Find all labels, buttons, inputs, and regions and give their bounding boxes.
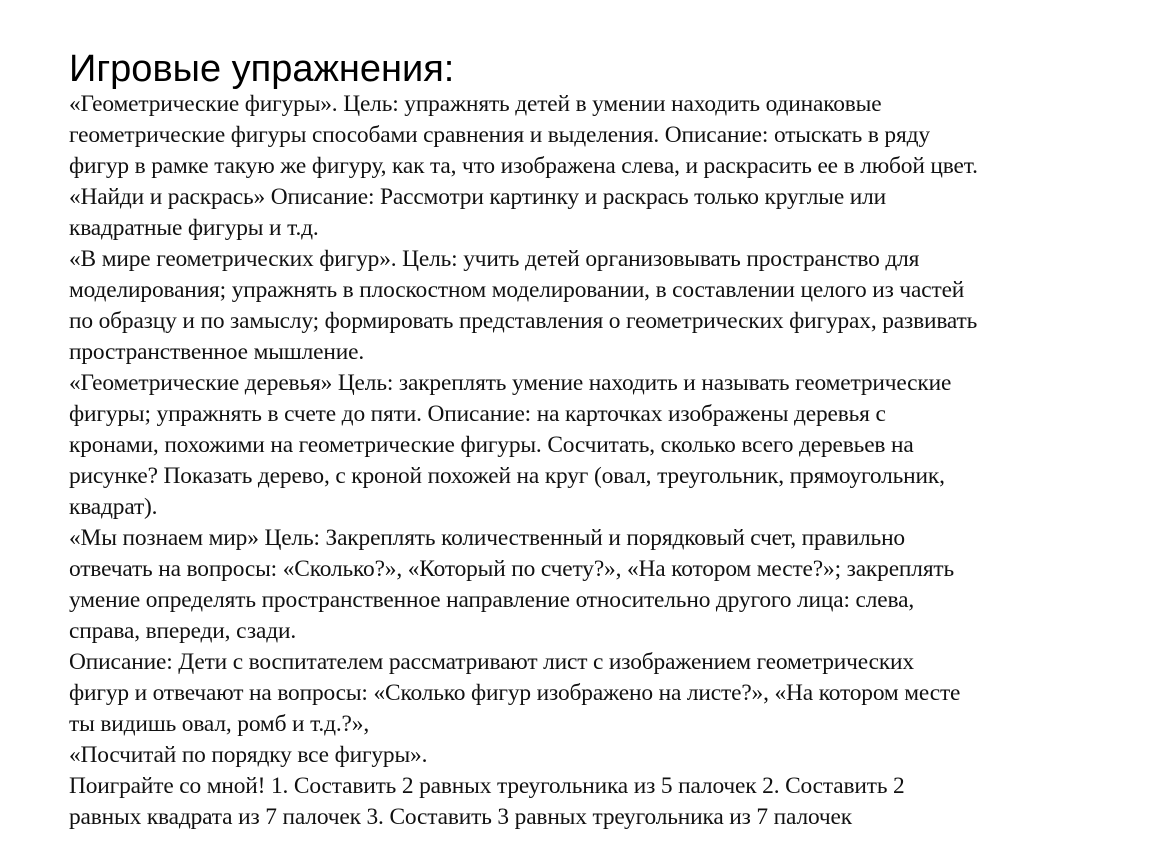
text-line: умение определять пространственное направление относительно другого лица: слева,	[69, 587, 915, 613]
text-line: по образцу и по замыслу; формировать представления о геометрических фигурах, развивать	[69, 308, 978, 334]
text-line: Описание: Дети с воспитателем рассматривают лист с изображением геометрических	[69, 649, 914, 675]
text-line: фигур в рамке такую же фигуру, как та, что изображена слева, и раскрасить ее в любой цвет.	[69, 153, 978, 179]
text-line: квадрат).	[69, 494, 158, 520]
text-line: справа, впереди, сзади.	[69, 618, 297, 644]
text-line: фигур и отвечают на вопросы: «Сколько фигур изображено на листе?», «На котором месте	[69, 680, 961, 706]
text-line: моделирования; упражнять в плоскостном моделировании, в составлении целого из частей	[69, 277, 965, 303]
text-line: ты видишь овал, ромб и т.д.?»,	[69, 711, 370, 737]
text-line: «Мы познаем мир» Цель: Закреплять количественный и порядковый счет, правильно	[69, 525, 905, 551]
text-line: квадратные фигуры и т.д.	[69, 215, 319, 241]
text-line: геометрические фигуры способами сравнения и выделения. Описание: отыскать в ряду	[69, 122, 930, 148]
slide-body	[69, 89, 1139, 833]
text-line: фигуры; упражнять в счете до пяти. Описание: на карточках изображены деревья с	[69, 401, 886, 427]
text-line: равных квадрата из 7 палочек 3. Составить 3 равных треугольника из 7 палочек	[69, 804, 852, 830]
text-line: пространственное мышление.	[69, 339, 365, 365]
text-line: Поиграйте со мной! 1. Составить 2 равных треугольника из 5 палочек 2. Составить 2	[69, 773, 905, 799]
text-line: отвечать на вопросы: «Сколько?», «Который по счету?», «На котором месте?»; закреплять	[69, 556, 955, 582]
text-line: «Найди и раскрась» Описание: Рассмотри картинку и раскрась только круглые или	[69, 184, 887, 210]
text-line: «В мире геометрических фигур». Цель: учить детей организовывать пространство для	[69, 246, 920, 272]
text-line: «Геометрические фигуры». Цель: упражнять детей в умении находить одинаковые	[69, 91, 882, 117]
text-line: рисунке? Показать дерево, с кроной похожей на круг (овал, треугольник, прямоугольник,	[69, 463, 945, 489]
text-line: кронами, похожими на геометрические фигуры. Сосчитать, сколько всего деревьев на	[69, 432, 914, 458]
slide-title: Игровые упражнения:	[69, 48, 455, 90]
text-line: «Посчитай по порядку все фигуры».	[69, 742, 428, 768]
text-line: «Геометрические деревья» Цель: закреплять умение находить и называть геометрические	[69, 370, 952, 396]
